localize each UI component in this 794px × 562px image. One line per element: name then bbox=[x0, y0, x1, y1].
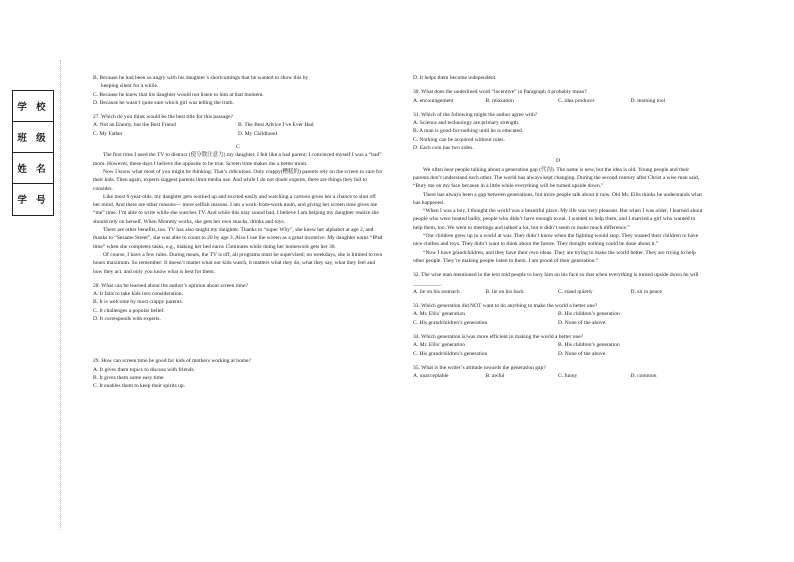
q27-option-b: B. The Best Advice I’ve Ever Had bbox=[238, 122, 314, 129]
q27-option-a: A. Not an Enemy, but the Best Friend bbox=[93, 122, 176, 129]
q33-option-c: C. His grandchildren’s generation bbox=[413, 319, 488, 326]
q34-option-a: A. Mr. Ellis’ generation bbox=[413, 342, 465, 349]
question-32-options bbox=[413, 288, 703, 296]
q32-option-b: B. lie on his back bbox=[485, 288, 524, 295]
q32-option-c: C. stand quietly bbox=[558, 288, 593, 295]
name-label: 姓 名 bbox=[13, 153, 53, 184]
question-35-options bbox=[413, 372, 703, 380]
question-33-options-row2 bbox=[413, 319, 703, 327]
q31-option-b: B. A man is good-for-nothing until he is educated. bbox=[413, 128, 524, 135]
q31-option-d: D. Each coin has two sides. bbox=[413, 145, 474, 152]
q30-option-d: D. learning tool bbox=[630, 97, 666, 104]
q28-option-d: D. It corresponds with experts. bbox=[93, 316, 161, 323]
passage-c-paragraph-1: The first time I used the TV to distract (使分散注意力) my daughter, I felt like a bad parent; I convinced myself I was a “bad” mom. However, these days I believe the opposite to be true. Screen time makes me a better mom. bbox=[93, 152, 382, 167]
q35-option-d: D. common bbox=[630, 373, 657, 380]
question-30: 30. What does the underlined word “incentive” in Paragraph 4 probably mean? bbox=[413, 89, 587, 96]
binding-line bbox=[60, 60, 61, 530]
q31-option-c: C. Nothing can be acquired without rules. bbox=[413, 136, 505, 143]
q28-option-a: A. It fails to take kids into consideration. bbox=[93, 291, 183, 298]
passage-d-paragraph-2: There has always been a gap between generations, but more people talk about it now. Old Mr. Ellis thinks he understands what has happened. bbox=[413, 191, 702, 206]
q29-option-a: A. It gives them topics to discuss with friends. bbox=[93, 366, 196, 373]
passage-c-paragraph-2: Now I know what most of you might be thinking: That’s ridiculous. Only crappy(糟糕的) parents rely on the screen to care for their kids. Then again, experts suggest parents limit media use. And while I do not doubt experts, there are things they fail to consider. bbox=[93, 168, 383, 192]
prev-option-b-cont: keeping silent for a while. bbox=[101, 83, 159, 90]
q34-option-c: C. His grandchildren’s generation bbox=[413, 350, 488, 357]
q28-option-c: C. It challenges a popular belief. bbox=[93, 307, 165, 314]
question-34-options-row2 bbox=[413, 350, 703, 358]
question-33-options-row1 bbox=[413, 310, 703, 318]
left-column bbox=[93, 74, 383, 391]
question-27: 27. Which do you think would be the best title for this passage? bbox=[93, 114, 233, 121]
passage-c-paragraph-4: There are other benefits, too. TV has also taught my daughter. Thanks to “super Why”, she knew her alphabet at age 2, and thanks to “Sesame Street”, she was able to count to 20 by age 3. Also I use the screen as a great incentive. My daughter earns “IPad time” when she completes tasks, e.g., making her bed earns 15minutes while doing her homework gets her 30. bbox=[93, 227, 383, 250]
passage-d-paragraph-1: We often hear people talking about a generation gap (代沟). The name is new, but the idea is old. Young people and their parents don’t understand each other. The world has always kept changing. During the second century after Christ a wise man said, “Bury me on my face because in a little while everything will be turned upside down.” bbox=[413, 166, 700, 190]
prev-option-d: D. Because he wasn’t quite sure which girl was telling the truth. bbox=[93, 99, 234, 106]
q34-option-b: B. His children’s generation bbox=[558, 342, 620, 349]
q32-option-d: D. sit in peace bbox=[630, 288, 662, 295]
section-d-heading: D bbox=[556, 158, 560, 165]
q35-option-b: B. awful bbox=[485, 373, 505, 380]
q30-option-b: B. relaxation bbox=[485, 97, 514, 104]
question-28: 28. What can be learned about the author’s opinion about screen time? bbox=[93, 282, 248, 289]
student-number-label: 学 号 bbox=[17, 195, 49, 206]
question-34: 34. Which generation is/was more efficient in making the world a better one? bbox=[413, 334, 584, 341]
q30-option-a: A. encouragement bbox=[413, 97, 454, 104]
right-column bbox=[413, 74, 703, 381]
q34-option-d: D. None of the above. bbox=[558, 350, 607, 357]
question-29: 29. How can screen time be good for kids of mothers working at home? bbox=[93, 358, 251, 365]
passage-c-paragraph-3: Like most 6-year-olds, my daughter gets worked up and excited easily and watching a cartoon gives her a chance to shut off her mind. And there are other reasons— more selfish reasons. I am a work-from-work mom, and giving her screen time gives me “me” time. I’m able to write while she watches TV. And while this may sound bad, I believe I am helping my daughter realize she should rely on herself. When Mommy works, she gets her own snacks, drinks and toys. bbox=[93, 193, 379, 225]
q33-option-b: B. His children’s generation bbox=[558, 311, 620, 318]
prev-option-c: C. Because he knew that his daughter would not listen to him at that moment. bbox=[93, 91, 264, 98]
q31-option-a: A. Science and technology are primary strength. bbox=[413, 120, 520, 127]
q29-option-d: D. It helps them become independent. bbox=[413, 75, 497, 81]
passage-d-paragraph-3: “When I was a boy, I thought the world was a beautiful place. My life was very pleasant. But when I was older, I learned about people who were treated badly, people who didn’t have enough to eat. I wanted to help them, and I married a girl who wanted to help them, too. We went to meetings and talked a lot, but it didn’t seem to make much difference.” bbox=[413, 208, 703, 231]
q35-option-a: A. unacceptable bbox=[413, 373, 449, 380]
question-30-options bbox=[413, 97, 703, 105]
q30-option-c: C. idea producer bbox=[558, 97, 595, 104]
q35-option-c: C. funny bbox=[558, 373, 578, 380]
school-label: 学 校 bbox=[13, 91, 53, 122]
question-27-options-row2 bbox=[93, 130, 383, 138]
class-label: 班 级 bbox=[13, 122, 53, 153]
question-34-options-row1 bbox=[413, 341, 703, 349]
q27-option-c: C. My Father bbox=[93, 130, 123, 137]
passage-d-paragraph-5: “Now I have grandchildren, and they have their own ideas. They are trying to make the world better. They are trying to help other people. They’re making people listen to them. I am proud of their generation.” bbox=[413, 249, 696, 264]
question-33: 33. Which generation did NOT want to do anything to make the world a better one? bbox=[413, 303, 598, 310]
q27-option-d: D. My Childhood bbox=[238, 130, 277, 137]
q28-option-b: B. It is welcome by most crappy parents. bbox=[93, 299, 183, 306]
q29-option-b: B. It gives them some easy time. bbox=[93, 374, 165, 381]
q32-option-a: A. lie on his stomach bbox=[413, 288, 460, 295]
prev-option-b: B. Because he had been so angry with his daughter’s shortcomings that he wanted to show this by bbox=[93, 75, 309, 81]
section-c-heading: C bbox=[236, 144, 240, 151]
question-31: 31. Which of the following might the author agree with? bbox=[413, 111, 538, 118]
passage-d-paragraph-4: “Our children grew up in a world at war. They didn’t know when the fighting would stop. They wanted their children to have nice clothes and toys. They didn’t want to think about the future. They thought nothing could be done about it.” bbox=[413, 233, 699, 248]
question-27-options-row1 bbox=[93, 121, 383, 129]
binding-info-box bbox=[12, 90, 54, 216]
q29-option-c: C. It enables them to keep their spirits up. bbox=[93, 383, 185, 390]
question-35: 35. What is the writer’s attitude towards the generation gap? bbox=[413, 364, 546, 371]
q33-option-d: D. None of the above. bbox=[558, 319, 607, 326]
passage-c-paragraph-5: Of course, I have a few rules. During meals, the TV is off, all programs must be supervised; on weekdays, she is limited to two hours maximum. So remember: It doesn’t matter what our kids watch, it matters what they do, what they say, what they feel and how they act, and only you know what is best for them. bbox=[93, 251, 383, 275]
question-32: 32. The wise man mentioned in the text told people to bury him on his face so that when everything is turned upside down he will __________. bbox=[413, 272, 699, 287]
q33-option-a: A. Mr. Ellis’ generation bbox=[413, 311, 465, 318]
